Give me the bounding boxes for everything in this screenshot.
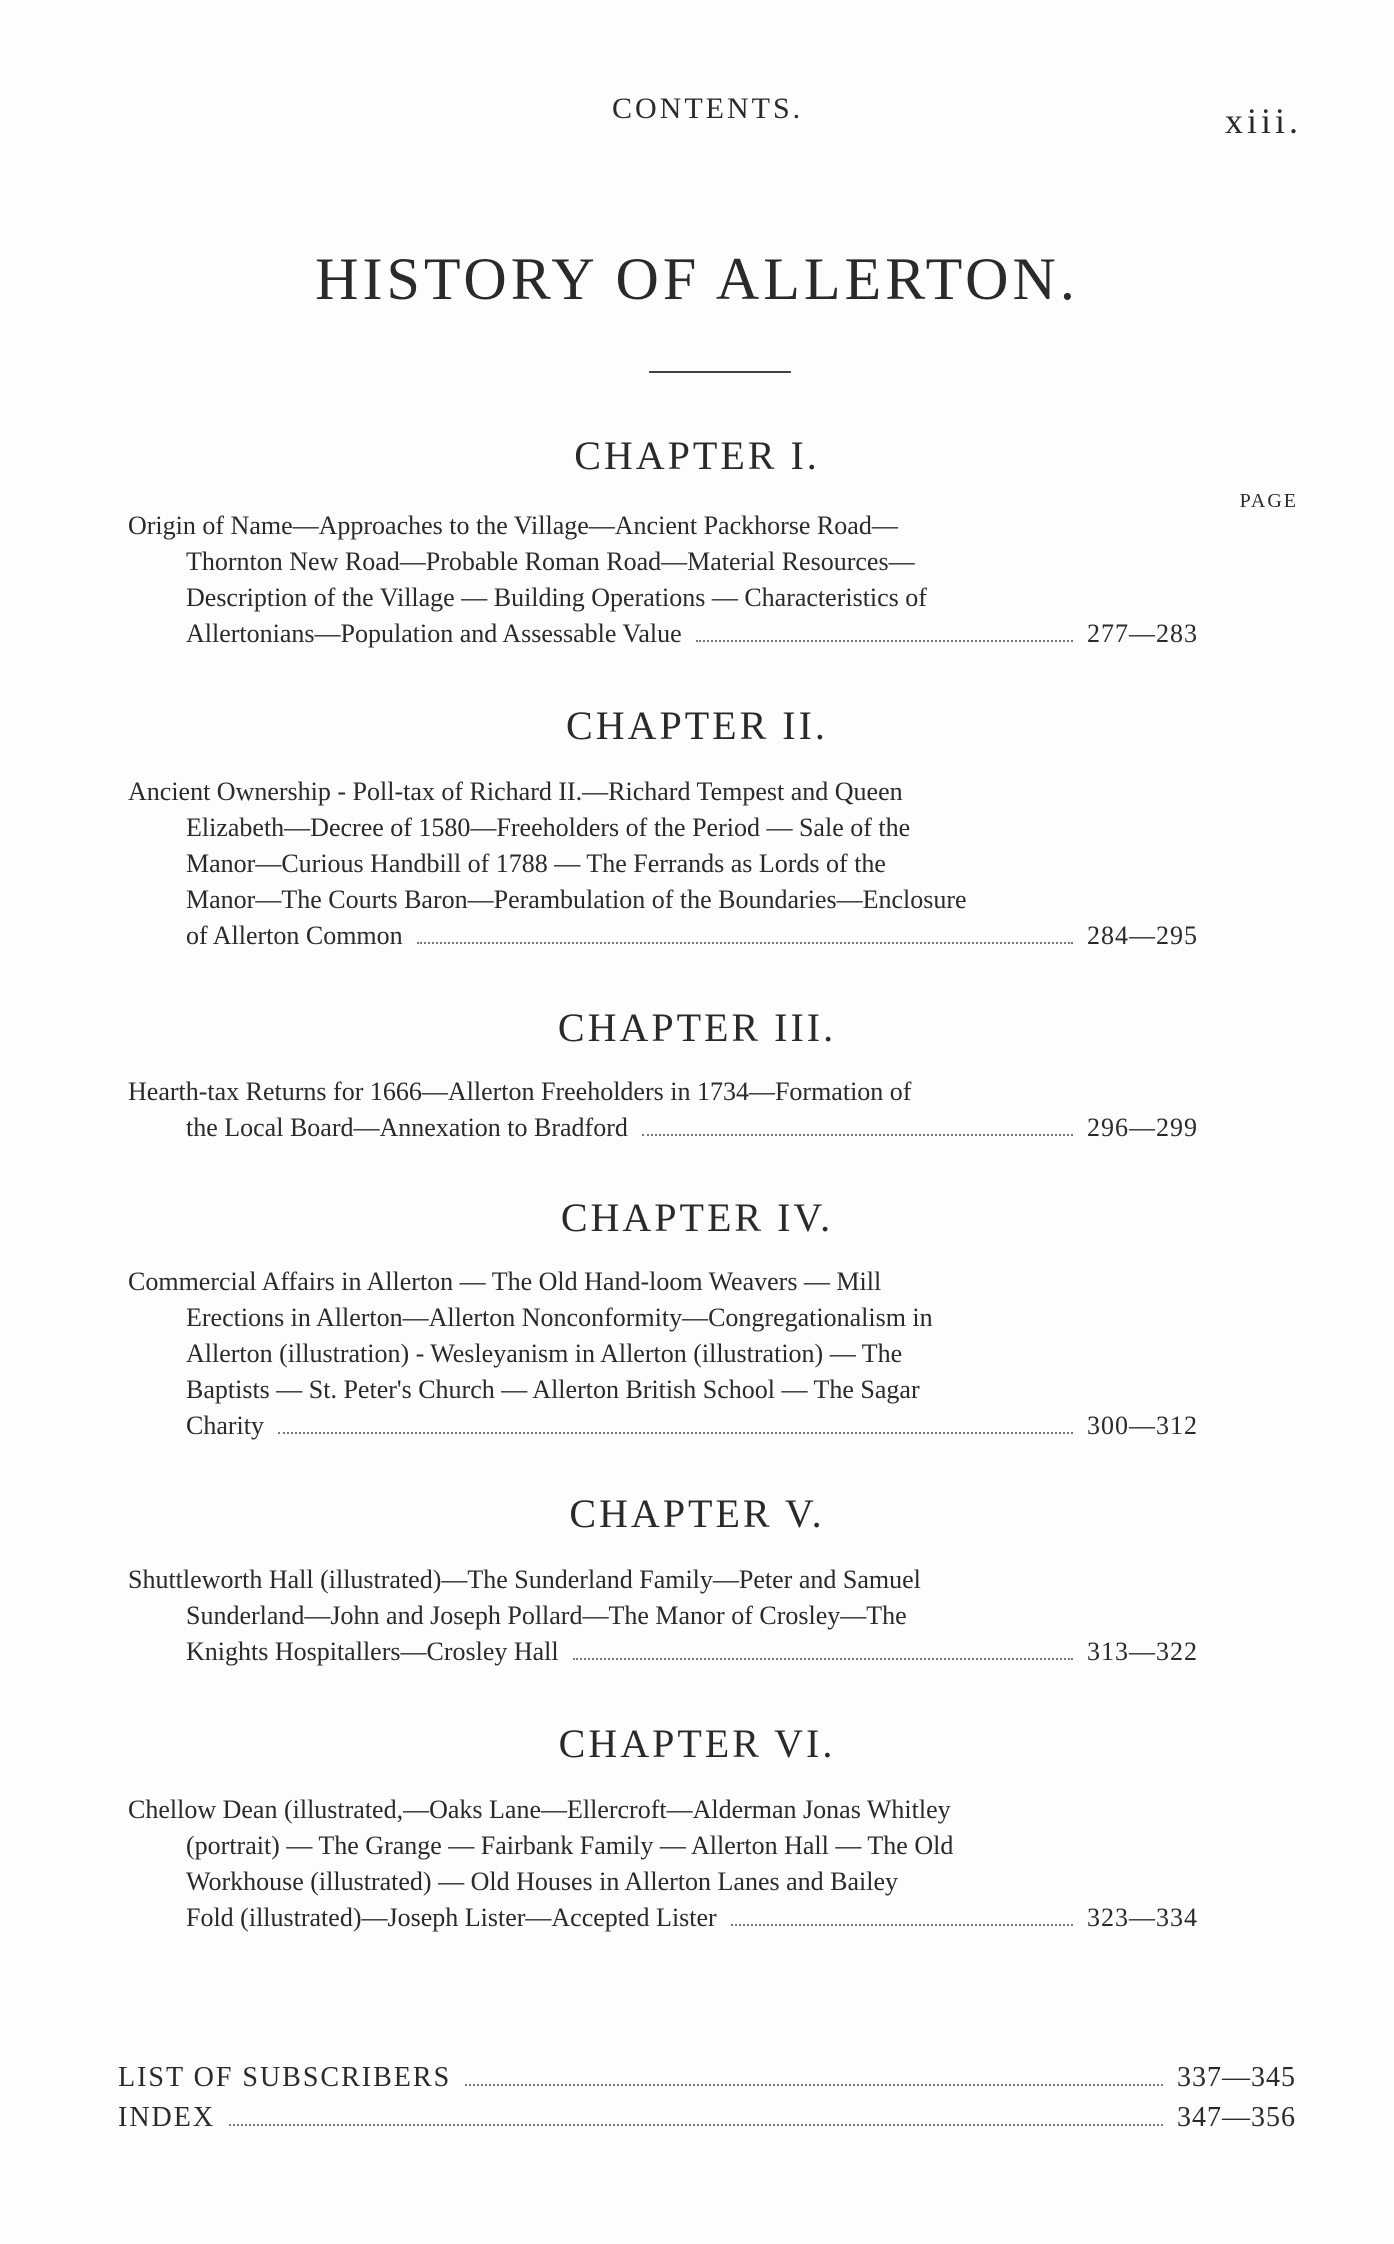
back-matter-item [118, 2058, 1296, 2098]
page-range: 300—312 [1087, 1411, 1198, 1440]
chapter-heading: CHAPTER IV. [560, 1195, 834, 1240]
page-range: 296—299 [1087, 1113, 1198, 1142]
entry-line: Chellow Dean (illustrated,—Oaks Lane—Ellercroft—Alderman Jonas Whitley [128, 1795, 951, 1824]
entry-last-line [128, 1408, 1198, 1444]
dot-leader [465, 2083, 1163, 2086]
entry-line: Ancient Ownership - Poll-tax of Richard II.—Richard Tempest and Queen [128, 777, 903, 806]
page-range: 313—322 [1087, 1637, 1198, 1666]
entry-line: Description of the Village — Building Operations — Characteristics of [186, 583, 927, 612]
chapter-4-heading-block [0, 1194, 1394, 1241]
chapter-6-heading-block [0, 1720, 1394, 1767]
entry-last-line [128, 1900, 1198, 1936]
chapter-5-heading-block [0, 1490, 1394, 1537]
entry-line: Commercial Affairs in Allerton — The Old Hand-loom Weavers — Mill [128, 1267, 882, 1296]
entry-line: the Local Board—Annexation to Bradford [186, 1113, 628, 1142]
entry-line: Baptists — St. Peter's Church — Allerton British School — The Sagar [186, 1375, 920, 1404]
page-range: 337—345 [1177, 2062, 1296, 2093]
entry-last-line [128, 616, 1198, 652]
chapter-4-entry [128, 1264, 1198, 1444]
entry-line: Thornton New Road—Probable Roman Road—Material Resources— [186, 547, 915, 576]
back-matter-label: LIST OF SUBSCRIBERS [118, 2062, 452, 2093]
main-title: HISTORY OF ALLERTON. [315, 246, 1079, 312]
chapter-5-entry [128, 1562, 1198, 1670]
entry-line: Manor—The Courts Baron—Perambulation of the Boundaries—Enclosure [186, 885, 967, 914]
page-range: 284—295 [1087, 921, 1198, 950]
entry-line: Elizabeth—Decree of 1580—Freeholders of the Period — Sale of the [186, 813, 911, 842]
entry-last-line [128, 1110, 1198, 1146]
chapter-6-entry [128, 1792, 1198, 1936]
entry-last-line [128, 918, 1198, 954]
entry-line: Hearth-tax Returns for 1666—Allerton Freeholders in 1734—Formation of [128, 1077, 912, 1106]
dot-leader [696, 639, 1073, 642]
page-number: xiii. [1224, 101, 1302, 141]
dot-leader [731, 1923, 1073, 1926]
back-matter-item [118, 2098, 1296, 2138]
chapter-heading: CHAPTER VI. [558, 1721, 836, 1766]
entry-line: Allerton (illustration) - Wesleyanism in Allerton (illustration) — The [186, 1339, 903, 1368]
dot-leader [573, 1657, 1073, 1660]
back-matter-label: INDEX [118, 2102, 216, 2133]
entry-last-line [128, 1634, 1198, 1670]
entry-line: (portrait) — The Grange — Fairbank Family — Allerton Hall — The Old [186, 1831, 954, 1860]
back-matter-list [118, 2058, 1296, 2138]
chapter-2-heading-block [0, 702, 1394, 749]
entry-line: Sunderland—John and Joseph Pollard—The Manor of Crosley—The [186, 1601, 907, 1630]
entry-line: of Allerton Common [186, 921, 403, 950]
dot-leader [278, 1431, 1073, 1434]
entry-line: Erections in Allerton—Allerton Nonconformity—Congregationalism in [186, 1303, 933, 1332]
entry-line: Fold (illustrated)—Joseph Lister—Accepted Lister [186, 1903, 717, 1932]
page-range: 323—334 [1087, 1903, 1198, 1932]
entry-line: Manor—Curious Handbill of 1788 — The Ferrands as Lords of the [186, 849, 886, 878]
dot-leader [642, 1133, 1073, 1136]
chapter-3-heading-block [0, 1004, 1394, 1051]
dot-leader [229, 2123, 1163, 2126]
running-head [0, 92, 1394, 141]
chapter-3-entry [128, 1074, 1198, 1146]
chapter-heading: CHAPTER I. [574, 433, 820, 478]
page-column-label: PAGE [1239, 490, 1298, 512]
entry-line: Charity [186, 1411, 264, 1440]
title-rule [649, 371, 791, 373]
entry-line: Allertonians—Population and Assessable Value [186, 619, 682, 648]
chapter-1-entry [128, 508, 1198, 652]
chapter-1-heading-block [0, 432, 1394, 479]
entry-line: Shuttleworth Hall (illustrated)—The Sunderland Family—Peter and Samuel [128, 1565, 921, 1594]
entry-line: Workhouse (illustrated) — Old Houses in Allerton Lanes and Bailey [186, 1867, 899, 1896]
running-title: CONTENTS. [612, 92, 804, 125]
entry-line: Knights Hospitallers—Crosley Hall [186, 1637, 559, 1666]
chapter-heading: CHAPTER II. [566, 703, 828, 748]
chapter-heading: CHAPTER V. [569, 1491, 825, 1536]
chapter-heading: CHAPTER III. [557, 1005, 837, 1050]
chapter-2-entry [128, 774, 1198, 954]
entry-line: Origin of Name—Approaches to the Village—Ancient Packhorse Road— [128, 511, 898, 540]
dot-leader [417, 941, 1073, 944]
page-range: 347—356 [1177, 2102, 1296, 2133]
page-range: 277—283 [1087, 619, 1198, 648]
